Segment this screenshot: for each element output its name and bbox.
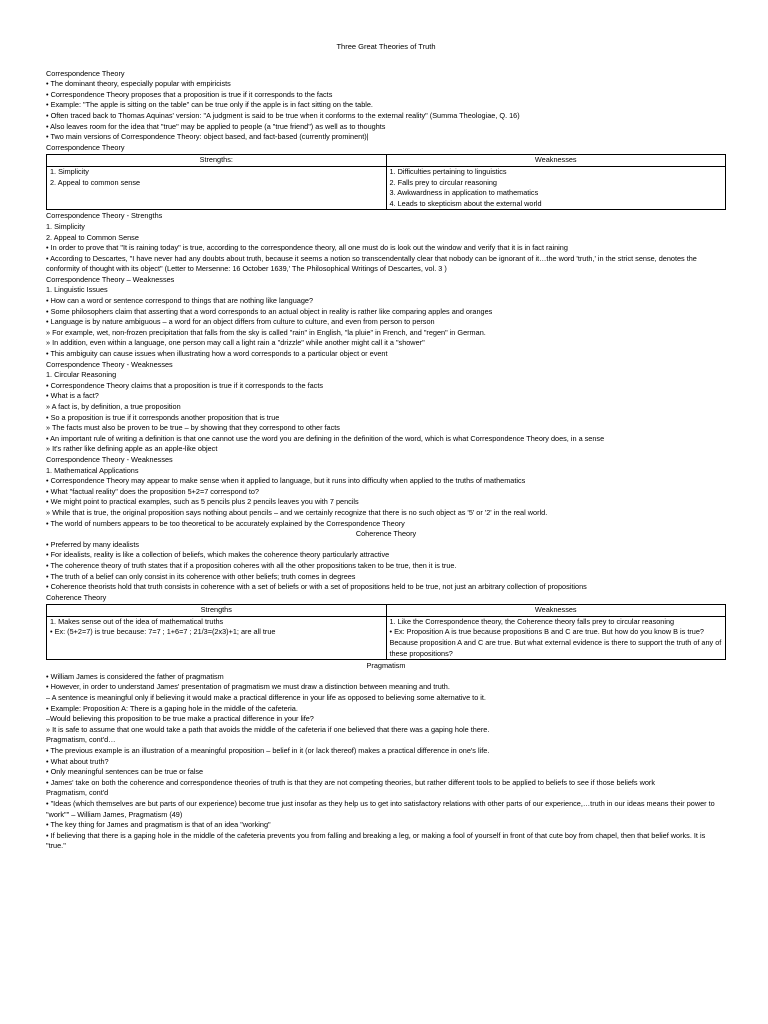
section-heading: Correspondence Theory - Strengths xyxy=(46,211,163,221)
bullet-line: • The coherence theory of truth states that if a proposition coheres with all the other propositions taken to be true, then it is true. xyxy=(46,560,457,570)
bullet-line: –Would believing this proposition to be true make a practical difference in your life? xyxy=(46,714,314,724)
bullet-line: • Correspondence Theory may appear to make sense when it applied to language, but it runs into difficulty when applied to the truths of mathematics xyxy=(46,476,526,486)
bullet-line: • Often traced back to Thomas Aquinas' version: "A judgment is said to be true when it conforms to the external reality" (Summa Theologiae, Q. 16) xyxy=(46,110,520,120)
table-header-strengths: Strengths xyxy=(47,605,387,617)
bullet-line: – A sentence is meaningful only if believing it would make a practical difference in your life as opposed to believing some alternative to it. xyxy=(46,693,486,703)
bullet-line: • Correspondence Theory claims that a proposition is true if it corresponds to the facts xyxy=(46,380,324,390)
bullet-line: • What is a fact? xyxy=(46,391,99,401)
bullet-line: » The facts must also be proven to be true – by showing that they correspond to other facts xyxy=(46,423,340,433)
pragmatism-details xyxy=(46,672,726,852)
list-item: 1. Makes sense out of the idea of mathematical truths xyxy=(50,616,224,626)
table-header-weaknesses: Weaknesses xyxy=(386,155,726,167)
bullet-line: • How can a word or sentence correspond to things that are nothing like language? xyxy=(46,296,314,306)
bullet-line: • Preferred by many idealists xyxy=(46,539,139,549)
subheading: 1. Linguistic Issues xyxy=(46,285,108,295)
list-item: 2. Falls prey to circular reasoning xyxy=(389,177,497,187)
section-heading: Coherence Theory xyxy=(46,592,107,602)
coherence-table xyxy=(46,604,726,660)
table-header-weaknesses: Weaknesses xyxy=(386,605,726,617)
bullet-line: • This ambiguity can cause issues when illustrating how a word corresponds to a particular object or event xyxy=(46,349,388,359)
section-heading: Pragmatism, cont'd xyxy=(46,788,109,798)
bullet-line: • The previous example is an illustration of a meaningful proposition – belief in it (or lack thereof) makes a practical difference in one's life. xyxy=(46,746,490,755)
bullet-line: • However, in order to understand James' presentation of pragmatism we must draw a distinction between meaning and truth. xyxy=(46,682,450,692)
section-heading: Correspondence Theory - Weaknesses xyxy=(46,454,173,464)
bullet-line: » While that is true, the original proposition says nothing about pencils – and we certainly recognize that there is no such object as '5' or '2' in the real world. xyxy=(46,507,548,517)
subheading: 1. Mathematical Applications xyxy=(46,465,139,475)
section-heading: Correspondence Theory xyxy=(46,68,125,78)
correspondence-intro xyxy=(46,69,726,154)
pragmatism-heading: Pragmatism xyxy=(366,661,406,671)
page-title: Three Great Theories of Truth xyxy=(336,42,436,51)
bullet-line: • The key thing for James and pragmatism is that of an idea "working" xyxy=(46,820,271,830)
list-item: 1. Simplicity xyxy=(50,166,89,176)
section-heading: Correspondence Theory - Weaknesses xyxy=(46,359,173,369)
bullet-line: • The world of numbers appears to be too theoretical to be accurately explained by the Correspondence Theory xyxy=(46,518,405,528)
bullet-line: » It's rather like defining apple as an apple-like object xyxy=(46,444,218,454)
bullet-line: • Some philosophers claim that asserting that a word corresponds to an actual object in reality is rather like comparing apples and oranges xyxy=(46,306,493,316)
bullet-line: • So a proposition is true if it corresponds another proposition that is true xyxy=(46,412,280,422)
bullet-line: • Correspondence Theory proposes that a proposition is true if it corresponds to the facts xyxy=(46,89,333,99)
list-item: 2. Appeal to common sense xyxy=(50,177,141,187)
list-item: • Ex: Proposition A is true because propositions B and C are true. But how do you know B is true? Because proposition A and C are true. But what external evidence is there to support the truth of any of these propositions? xyxy=(389,627,722,658)
document-page xyxy=(46,42,726,852)
bullet-line: • Example: "The apple is sitting on the table" can be true only if the apple is in fact sitting on the table. xyxy=(46,100,373,110)
bullet-line: • Two main versions of Correspondence Theory: object based, and fact-based (currently prominent)| xyxy=(46,132,369,142)
bullet-line: • Language is by nature ambiguous – a word for an object differs from culture to culture, and even from person to person xyxy=(46,317,435,327)
subheading: 1. Circular Reasoning xyxy=(46,370,117,380)
subheading: 2. Appeal to Common Sense xyxy=(46,232,139,242)
section-heading: Correspondence Theory – Weaknesses xyxy=(46,274,175,284)
bullet-line: • What "factual reality" does the proposition 5+2=7 correspond to? xyxy=(46,486,259,496)
bullet-line: • The truth of a belief can only consist in its coherence with other beliefs; truth comes in degrees xyxy=(46,571,356,581)
bullet-line: • In order to prove that "It is raining today" is true, according to the correspondence theory, all one must do is look out the window and verify that it is in fact raining xyxy=(46,243,568,253)
list-item: 1. Like the Correspondence theory, the Coherence theory falls prey to circular reasoning xyxy=(389,616,675,626)
coherence-details xyxy=(46,540,726,604)
section-heading: Correspondence Theory xyxy=(46,142,125,152)
bullet-line: » In addition, even within a language, one person may call a light rain a "drizzle" while another might call it a "shower" xyxy=(46,338,425,348)
list-item: 1. Difficulties pertaining to linguistics xyxy=(389,166,507,176)
bullet-line: • An important rule of writing a definition is that one cannot use the word you are defining in the definition of the word, which is what Correspondence Theory does, in a sense xyxy=(46,433,605,443)
bullet-line: • The dominant theory, especially popular with empiricists xyxy=(46,79,231,89)
section-heading: Pragmatism, cont'd… xyxy=(46,735,116,745)
table-header-strengths: Strengths: xyxy=(47,155,387,167)
strengths-cell xyxy=(47,616,387,659)
subheading: 1. Simplicity xyxy=(46,221,85,231)
weaknesses-cell xyxy=(386,166,726,209)
list-item: 4. Leads to skepticism about the external world xyxy=(389,198,542,208)
correspondence-table xyxy=(46,154,726,210)
bullet-line: • Also leaves room for the idea that "true" may be applied to people (a "true friend") as well as to thoughts xyxy=(46,121,386,131)
bullet-line: • According to Descartes, "I have never had any doubts about truth, because it seems a notion so transcendentally clear that nobody can be ignorant of it…the word 'truth,' in the strict sense, denotes the conformity of thought with its object" (Letter to Mersenne: 16 October 1639,' The Philosophical Writings of Descartes, vol. 3 ) xyxy=(46,253,697,274)
bullet-line: » For example, wet, non-frozen precipitation that falls from the sky is called "rain" in English, "la pluie" in French, and "regen" in German. xyxy=(46,327,486,337)
correspondence-details xyxy=(46,211,726,529)
list-item: 3. Awkwardness in application to mathematics xyxy=(389,188,539,198)
bullet-line: • We might point to practical examples, such as 5 pencils plus 2 pencils leaves you with 7 pencils xyxy=(46,497,359,507)
bullet-line: • "Ideas (which themselves are but parts of our experience) become true just insofar as they help us to get into satisfactory relations with other parts of our experience,…truth in our ideas means their power to "work"" – William James, Pragmatism (49) xyxy=(46,798,715,819)
list-item: • Ex: (5+2=7) is true because: 7=7 ; 1+6=7 ; 21/3=(2x3)+1; are all true xyxy=(50,627,276,637)
bullet-line: » A fact is, by definition, a true proposition xyxy=(46,402,181,411)
bullet-line: • Example: Proposition A: There is a gaping hole in the middle of the cafeteria. xyxy=(46,703,298,713)
bullet-line: • William James is considered the father of pragmatism xyxy=(46,671,224,681)
bullet-line: • James' take on both the coherence and correspondence theories of truth is that they are not competing theories, but rather different tools to be applied to beliefs to see if those beliefs work xyxy=(46,777,656,787)
bullet-line: • For idealists, reality is like a collection of beliefs, which makes the coherence theory particularly attractive xyxy=(46,550,390,560)
bullet-line: • If believing that there is a gaping hole in the middle of the cafeteria prevents you from falling and breaking a leg, or making a fool of yourself in front of that cute boy from chapel, then that belief works. It is "true." xyxy=(46,830,706,851)
bullet-line: • Coherence theorists hold that truth consists in coherence with a set of beliefs or with a set of propositions held to be true, not just an arbitrary collection of propositions xyxy=(46,582,587,592)
bullet-line: • What about truth? xyxy=(46,756,109,766)
strengths-cell xyxy=(47,166,387,209)
coherence-heading: Coherence Theory xyxy=(355,529,417,539)
bullet-line: » It is safe to assume that one would take a path that avoids the middle of the cafeteria if one believed that there was a gaping hole there. xyxy=(46,724,490,734)
weaknesses-cell xyxy=(386,616,726,659)
bullet-line: • Only meaningful sentences can be true or false xyxy=(46,767,204,777)
